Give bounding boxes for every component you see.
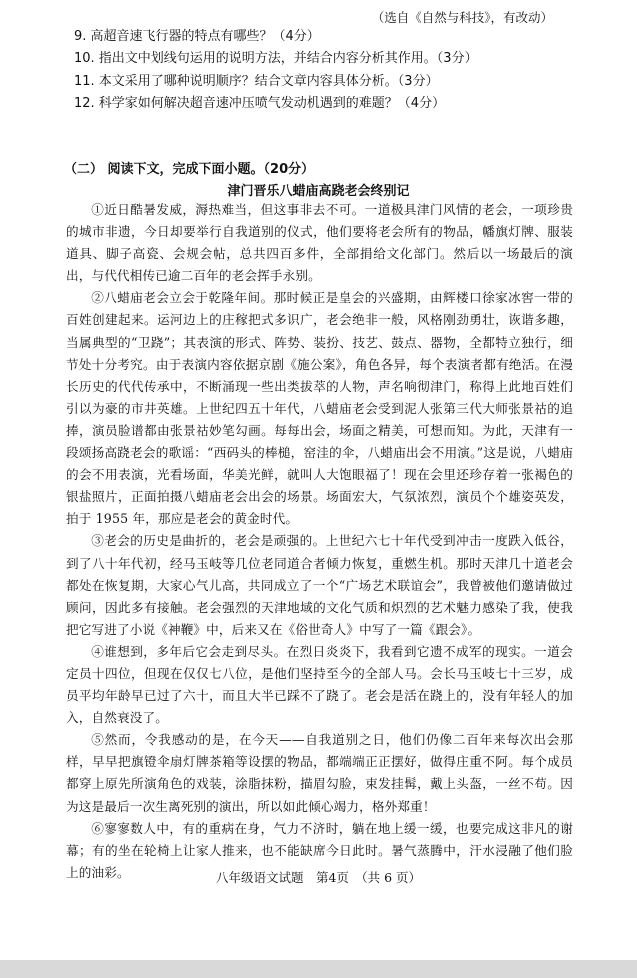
source-note: （选自《自然与科技》，有改动） (371, 10, 553, 25)
section-heading: （二） 阅读下文，完成下面小题。（20分） (64, 162, 315, 177)
question-item: 12. 科学家如何解决超音速冲压喷气发动机遇到的难题？（4分） (74, 95, 446, 111)
question-item: 9. 高超音速飞行器的特点有哪些？（4分） (74, 29, 320, 44)
article-title: 津门晋乐八蜡庙高跷老会终别记 (227, 184, 410, 199)
article-paragraph: ⑥寥寥数人中，有的重病在身，气力不济时，躺在地上缓一缓，也要完成这非凡的谢幕；有的坐在轮椅上让家人推来，也不能缺席今日此时。暑气蒸腾中，汗水浸融了他们脸上的油彩。 (66, 820, 573, 880)
article-paragraph: ⑤然而，令我感动的是，在今天——自我道别之日，他们仍像二百年来每次出会那样，早早把旗镫伞扇灯牌茶箱等设摆的物品，都端端正正摆好，做得庄重不阿。每个成员都穿上原先所演角色的戏装，涂脂抹粉，描眉勾脸，束发挂髯，戴上头盔，一丝不苟。因为这是最后一次生离死别的演出，所以如此倾心竭力，格外郑重！ (66, 732, 573, 814)
article-paragraph: ①近日酷暑发威，溽热难当，但这事非去不可。一道极具津门风情的老会，一项珍贵的城市非遗，今日却要举行自我道别的仪式，他们要将老会所有的物品，幡旗灯牌、服装道具、脚子高瓷、会规会帖，总共四百多件，全部捐给文化部门。然后以一场最后的演出，与代代相传已逾二百年的老会挥手永别。 (66, 202, 573, 284)
article-paragraph: ④谁想到，多年后它会走到尽头。在烈日炎炎下，我看到它遗不成军的现实。一道会定员十四位，但现在仅仅七八位，是他们坚持至今的全部人马。会长马玉岐七十三岁，成员平均年龄早已过了六十，而且大半已踩不了跷了。老会是活在跷上的，没有年轻人的加入，自然衰没了。 (66, 643, 573, 726)
article-body (66, 199, 573, 884)
article-paragraph: ③老会的历史是曲折的，老会是顽强的。上世纪六七十年代受到冲击一度跌入低谷，到了八十年代初，经马玉岐等几位老同道合者倾力恢复，重燃生机。那时天津几十道老会都处在恢复期，大家心气儿高，共同成立了一个“广场艺术联谊会”，我曾被他们邀请做过顾问，因此多有接触。老会强烈的天津地域的文化气质和炽烈的艺术魅力感染了我，使我把它写进了小说《神鞭》中，后来又在《俗世奇人》中写了一篇《跟会》。 (66, 533, 573, 637)
question-item: 11. 本文采用了哪种说明顺序？结合文章内容具体分析。（3分） (74, 73, 439, 89)
question-item: 10. 指出文中划线句运用的说明方法，并结合内容分析其作用。（3分） (74, 51, 478, 67)
article-paragraph: ②八蜡庙老会立会于乾隆年间。那时候正是皇会的兴盛期，由辉楼口徐家冰窖一带的百姓创建起来。运河边上的庄稼把式多识广，老会绝非一般，风格刚劲勇壮，诙谐多趣，当属典型的“卫跷”；其表演的形式、阵势、装扮、技艺、鼓点、器物，全都特立独行，细节处十分考究。由于表演内容依据京剧《施公案》，角色各异，每个表演者都有绝活。在漫长历史的代代传承中，不断涌现一些出类拔萃的人物，声名响彻津门，称得上此地百姓们引以为豪的市井英雄。上世纪四五十年代，八蜡庙老会受到泥人张第三代大师张景祜的追捧，演员脸谱都由张景祜妙笔勾画。每每出会，场面之精美，可想而知。为此，天津有一段颂扬高跷老会的歌谣：“西码头的棒槌，窑洼的伞，八蜡庙出会不用演。”这是说，八蜡庙的会不用表演，光看场面，华美光鲜，就叫人大饱眼福了！现在会里还珍存着一张褐色的银盐照片，正面拍摄八蜡庙老会出会的场景。场面宏大，气氛浓烈，演员个个雄姿英发，拍于 1955 年，那应是老会的黄金时代。 (66, 290, 573, 527)
bottom-divider (0, 960, 637, 978)
page-footer: 八年级语文试题 第4页 （共 6 页） (215, 870, 422, 885)
question-list (74, 26, 594, 115)
